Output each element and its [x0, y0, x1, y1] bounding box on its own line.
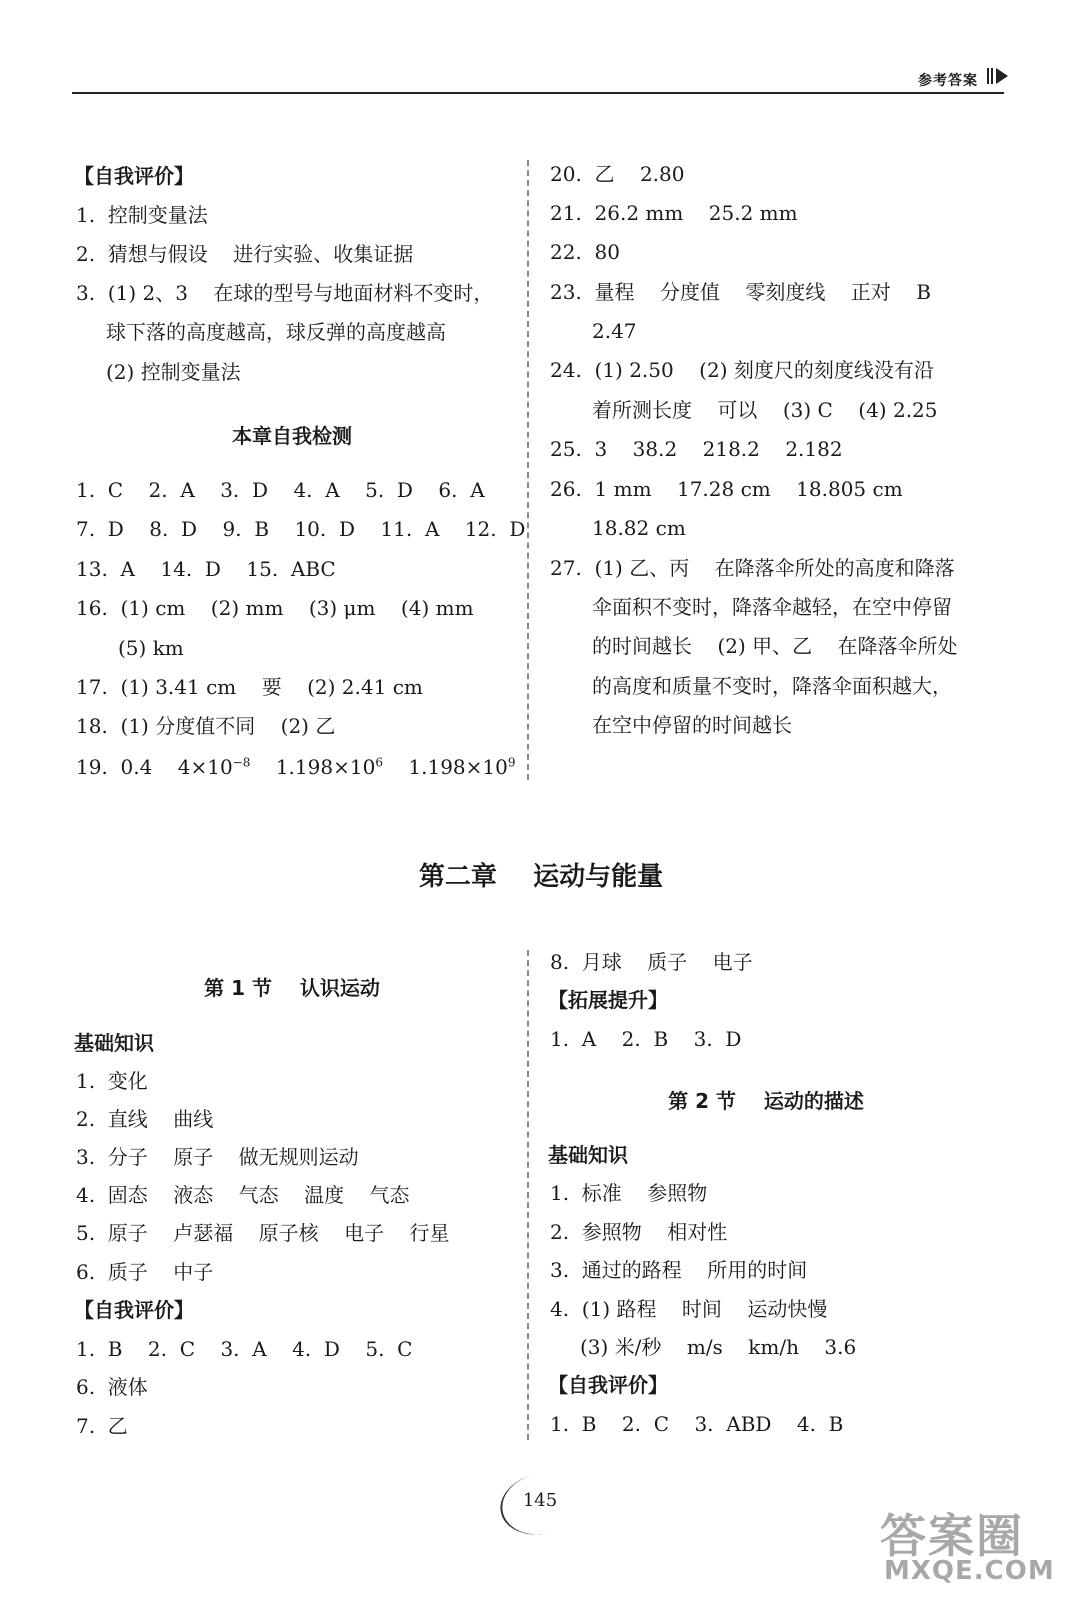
answer-line: 13. A 14. D 15. ABC: [76, 557, 336, 581]
answer-line: 24. (1) 2.50 (2) 刻度尺的刻度线没有沿: [550, 358, 934, 382]
answer-text: 19. 0.4 4×10: [76, 755, 233, 779]
answer-line: 球下落的高度越高，球反弹的高度越高: [106, 320, 446, 344]
play-arrow-icon: [986, 66, 1010, 89]
answer-line: 8. 月球 质子 电子: [550, 950, 753, 974]
watermark-url: MXQE.COM: [884, 1556, 1055, 1586]
subsection-title: 本章自我检测: [232, 424, 352, 448]
answer-line: 21. 26.2 mm 25.2 mm: [550, 201, 798, 225]
answer-text: 1.198×10: [250, 755, 376, 779]
answer-line: 3. 分子 原子 做无规则运动: [76, 1145, 359, 1169]
answer-line: 伞面积不变时，降落伞越轻，在空中停留: [592, 595, 952, 619]
section-heading: 【自我评价】: [548, 1373, 668, 1397]
answer-line: 的时间越长 (2) 甲、乙 在降落伞所处: [592, 634, 958, 658]
answer-line: 3. (1) 2、3 在球的型号与地面材料不变时，: [76, 281, 494, 305]
answer-line: [76, 755, 516, 779]
answer-line: 7. D 8. D 9. B 10. D 11. A 12. D: [76, 517, 526, 541]
answer-line: 6. 液体: [76, 1375, 148, 1399]
section-heading: 【自我评价】: [74, 164, 194, 188]
answer-line: 16. (1) cm (2) mm (3) μm (4) mm: [76, 596, 474, 620]
answer-line: 5. 原子 卢瑟福 原子核 电子 行星: [76, 1221, 450, 1245]
header-rule: [72, 92, 1004, 94]
answer-line: 1. B 2. C 3. A 4. D 5. C: [76, 1337, 413, 1361]
answer-line: 7. 乙: [76, 1414, 128, 1438]
answer-line: 1. 变化: [76, 1069, 148, 1093]
answer-line: 3. 通过的路程 所用的时间: [550, 1258, 808, 1282]
answer-line: 2. 参照物 相对性: [550, 1220, 728, 1244]
answer-line: 4. (1) 路程 时间 运动快慢: [550, 1297, 828, 1321]
answer-line: 2. 猜想与假设 进行实验、收集证据: [76, 242, 414, 266]
answer-line: 20. 乙 2.80: [550, 162, 685, 186]
answer-line: 4. 固态 液态 气态 温度 气态: [76, 1183, 410, 1207]
column-divider: [527, 160, 529, 780]
header-label: 参考答案: [918, 73, 978, 89]
section-heading: 基础知识: [548, 1143, 628, 1167]
answer-line: 1. A 2. B 3. D: [550, 1027, 742, 1051]
answer-line: 着所测长度 可以 (3) C (4) 2.25: [592, 398, 938, 422]
answer-line: (3) 米/秒 m/s km/h 3.6: [580, 1335, 857, 1359]
answer-line: 17. (1) 3.41 cm 要 (2) 2.41 cm: [76, 675, 423, 699]
answer-line: 的高度和质量不变时，降落伞面积越大，: [592, 674, 952, 698]
answer-line: 1. B 2. C 3. ABD 4. B: [550, 1412, 844, 1436]
answer-line: 6. 质子 中子: [76, 1260, 214, 1284]
answer-text: 1.198×10: [382, 755, 508, 779]
section-title: 第 2 节 运动的描述: [668, 1089, 864, 1113]
answer-line: 22. 80: [550, 240, 620, 264]
answer-line: 26. 1 mm 17.28 cm 18.805 cm: [550, 477, 903, 501]
chapter-title: 第二章 运动与能量: [418, 862, 664, 892]
watermark-logo: 答案圈: [880, 1509, 1024, 1563]
exponent: 9: [507, 755, 516, 770]
answer-line: 1. 控制变量法: [76, 203, 208, 227]
answer-line: 2.47: [592, 319, 637, 343]
column-divider: [527, 950, 529, 1440]
answer-line: 27. (1) 乙、丙 在降落伞所处的高度和降落: [550, 556, 955, 580]
section-title: 第 1 节 认识运动: [204, 976, 380, 1000]
section-heading: 基础知识: [74, 1031, 154, 1055]
answer-line: 2. 直线 曲线: [76, 1107, 214, 1131]
answer-line: 25. 3 38.2 218.2 2.182: [550, 437, 843, 461]
answer-line: 18. (1) 分度值不同 (2) 乙: [76, 714, 336, 738]
answer-line: (5) km: [118, 636, 184, 660]
answer-line: 18.82 cm: [592, 516, 686, 540]
answer-line: (2) 控制变量法: [106, 360, 241, 384]
exponent: 6: [375, 755, 383, 770]
section-heading: 【拓展提升】: [548, 988, 668, 1012]
page-number: 145: [522, 1490, 558, 1511]
section-heading: 【自我评价】: [74, 1298, 194, 1322]
exponent: −8: [232, 755, 251, 770]
answer-line: 23. 量程 分度值 零刻度线 正对 B: [550, 280, 931, 304]
answer-line: 1. 标准 参照物: [550, 1181, 708, 1205]
answer-line: 在空中停留的时间越长: [592, 713, 792, 737]
answer-line: 1. C 2. A 3. D 4. A 5. D 6. A: [76, 478, 485, 502]
